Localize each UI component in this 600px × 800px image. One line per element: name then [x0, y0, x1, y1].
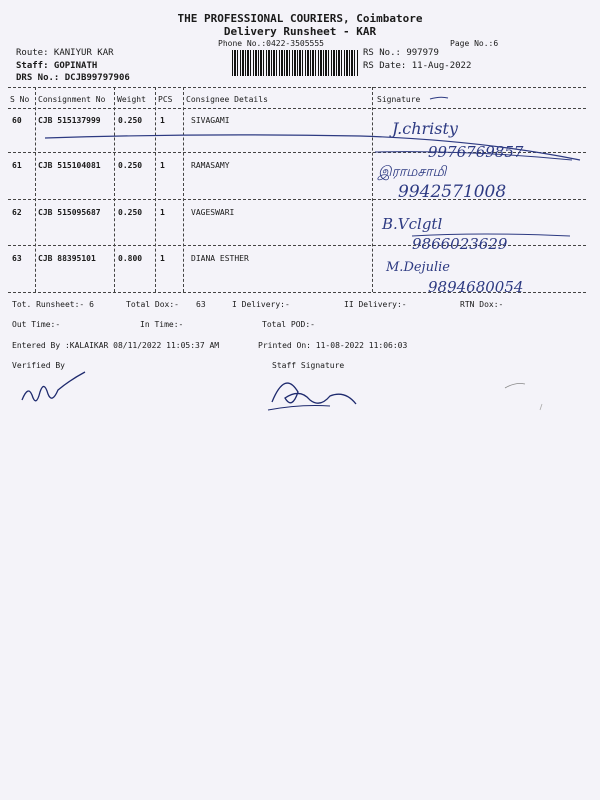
row-pcs: 1 [160, 116, 165, 125]
row-consignee: SIVAGAMI [191, 116, 230, 125]
row-consignment: CJB 515104081 [38, 161, 101, 170]
rs-date: RS Date: 11-Aug-2022 [363, 61, 472, 71]
second-delivery: II Delivery:- [344, 300, 407, 309]
row-consignment: CJB 88395101 [38, 254, 96, 263]
phone-number: Phone No.:0422-3505555 [218, 39, 324, 48]
col-header-weight: Weight [117, 95, 146, 104]
staff: Staff: GOPINATH [16, 61, 98, 71]
row-sno: 62 [12, 208, 22, 217]
staff-signature-label: Staff Signature [272, 361, 345, 370]
row-weight: 0.250 [118, 208, 143, 217]
total-dox-label: Total Dox:- [126, 300, 179, 309]
company-name: THE PROFESSIONAL COURIERS, Coimbatore [177, 12, 423, 25]
runsheet-title: Delivery Runsheet - KAR [223, 25, 377, 38]
row-pcs: 1 [160, 208, 165, 217]
out-time: Out Time:- [12, 320, 61, 329]
col-header-sno: S No [10, 95, 30, 104]
col-header-consignment: Consignment No [38, 95, 106, 104]
return-dox: RTN Dox:- [460, 300, 504, 309]
first-delivery: I Delivery:- [232, 300, 290, 309]
total-dox-value: 63 [196, 300, 206, 309]
row-consignee: RAMASAMY [191, 161, 230, 170]
signature-name: M.Dejulie [386, 260, 450, 275]
row-sno: 63 [12, 254, 22, 263]
row-weight: 0.250 [118, 161, 143, 170]
signature-phone: 9866023629 [412, 235, 508, 253]
col-header-signature: Signature [377, 95, 421, 104]
page-number: Page No.:6 [450, 39, 499, 48]
route: Route: KANIYUR KAR [16, 48, 114, 58]
row-consignee: VAGESWARI [191, 208, 235, 217]
signature-phone: 9894680054 [428, 278, 524, 296]
signature-name: J.christy [392, 119, 458, 138]
row-consignment: CJB 515137999 [38, 116, 101, 125]
rs-number: RS No.: 997979 [363, 48, 439, 58]
col-header-consignee: Consignee Details [186, 95, 268, 104]
row-pcs: 1 [160, 254, 165, 263]
row-sno: 61 [12, 161, 22, 170]
total-pod: Total POD:- [262, 320, 315, 329]
row-pcs: 1 [160, 161, 165, 170]
col-header-pcs: PCS [158, 95, 173, 104]
printed-on: Printed On: 11-08-2022 11:06:03 [258, 341, 408, 350]
drs-number: DRS No.: DCJB99797906 [16, 73, 130, 83]
entered-by: Entered By :KALAIKAR 08/11/2022 11:05:37 AM [12, 341, 220, 350]
signature-name: B.Vclgtl [382, 215, 443, 233]
row-weight: 0.800 [118, 254, 143, 263]
signature-phone: 9976769857 [428, 143, 524, 161]
verified-by-label: Verified By [12, 361, 65, 370]
verified-signature [22, 372, 85, 401]
in-time: In Time:- [140, 320, 184, 329]
total-runsheet: Tot. Runsheet:- 6 [12, 300, 94, 309]
signature-name: இராமசாமி [378, 164, 447, 180]
row-sno: 60 [12, 116, 22, 125]
row-consignment: CJB 515095687 [38, 208, 101, 217]
signature-phone: 9942571008 [398, 182, 507, 202]
row-consignee: DIANA ESTHER [191, 254, 249, 263]
staff-signature [272, 383, 356, 404]
row-weight: 0.250 [118, 116, 143, 125]
